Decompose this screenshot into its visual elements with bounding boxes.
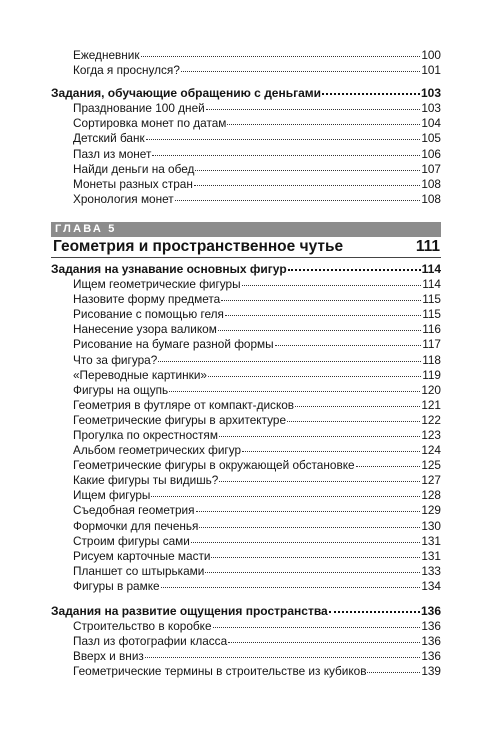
entry-title: Рисование на бумаге разной формы <box>73 337 274 352</box>
dot-leader <box>218 330 421 331</box>
entry-page: 129 <box>421 503 441 518</box>
section-page: 114 <box>421 261 441 276</box>
toc-entry <box>51 649 441 664</box>
entry-title: Съедобная геометрия <box>73 503 195 518</box>
dot-leader <box>356 466 421 467</box>
dot-leader <box>191 542 420 543</box>
dot-leader <box>196 511 421 512</box>
toc-entry <box>51 488 441 503</box>
chapter-page: 111 <box>415 237 440 255</box>
toc-entry <box>51 131 441 146</box>
entry-page: 115 <box>422 292 441 307</box>
toc-entry <box>51 353 441 368</box>
dot-leader <box>146 139 421 140</box>
entry-title: Геометрические фигуры в архитектуре <box>73 412 287 427</box>
dot-leader <box>242 285 422 286</box>
toc-section-space <box>51 604 441 619</box>
dot-leader <box>219 481 420 482</box>
entry-title: Рисование с помощью геля <box>73 307 224 322</box>
entry-title: Пазл из фотографии класса <box>73 634 228 649</box>
entry-page: 106 <box>421 146 441 161</box>
dot-leader <box>158 361 421 362</box>
toc-shapes-list <box>51 277 441 594</box>
toc-entry <box>51 443 441 458</box>
toc-entry <box>51 147 441 162</box>
dot-leader <box>211 557 420 558</box>
toc-space-list <box>51 619 441 679</box>
entry-title: Празднование 100 дней <box>73 101 205 116</box>
dot-leader <box>208 376 421 377</box>
toc-entry <box>51 413 441 428</box>
entry-page: 115 <box>422 307 441 322</box>
toc-entry <box>51 162 441 177</box>
entry-title: Ежедневник <box>73 48 140 62</box>
entry-title: Назовите форму предмета <box>73 292 221 307</box>
chapter-label: ГЛАВА 5 <box>51 222 441 237</box>
toc-entry <box>51 322 441 337</box>
toc-entry <box>51 634 441 649</box>
entry-title: Геометрические фигуры в окружающей обстановке <box>73 458 355 473</box>
dot-leader <box>141 56 421 57</box>
dot-leader <box>242 451 420 452</box>
entry-title: Нанесение узора валиком <box>73 322 217 337</box>
entry-title: Прогулка по окрестностям <box>73 427 218 442</box>
entry-title: Монеты разных стран <box>73 176 193 191</box>
entry-page: 136 <box>421 649 441 664</box>
toc-entry <box>51 503 441 518</box>
entry-page: 118 <box>422 352 441 367</box>
entry-title: Геометрические термины в строительстве из кубиков <box>73 664 367 679</box>
toc-entry <box>51 519 441 534</box>
entry-title: Найди деньги на обед <box>73 161 195 176</box>
entry-title: «Переводные картинки» <box>73 367 207 382</box>
entry-page: 121 <box>421 397 441 412</box>
toc-entry <box>51 664 441 679</box>
entry-title: Планшет со штырьками <box>73 563 205 578</box>
dot-leader <box>205 572 420 573</box>
dot-leader <box>169 391 420 392</box>
entry-page: 136 <box>421 619 441 634</box>
toc-section-shapes <box>51 262 441 277</box>
chapter-heading <box>51 237 441 258</box>
toc-entry <box>51 398 441 413</box>
toc-entry <box>51 277 441 292</box>
toc-entry <box>51 177 441 192</box>
entry-page: 107 <box>421 161 441 176</box>
toc-entry <box>51 63 441 78</box>
toc-entry <box>51 579 441 594</box>
toc-entry <box>51 292 441 307</box>
entry-title: Что за фигура? <box>73 352 158 367</box>
toc-entry <box>51 192 441 207</box>
entry-page: 124 <box>421 443 441 458</box>
section-page: 103 <box>420 86 441 101</box>
entry-page: 127 <box>421 473 441 488</box>
entry-title: Ищем фигуры <box>73 488 151 503</box>
entry-title: Вверх и вниз <box>73 649 144 664</box>
entry-title: Фигуры в рамке <box>73 578 160 593</box>
entry-page: 133 <box>421 563 441 578</box>
dot-leader <box>194 185 420 186</box>
toc-entry <box>51 564 441 579</box>
toc-entry <box>51 458 441 473</box>
toc-entry <box>51 307 441 322</box>
toc-entry <box>51 534 441 549</box>
entry-page: 128 <box>421 488 441 503</box>
dot-leader <box>151 496 420 497</box>
dot-leader <box>287 421 420 422</box>
entry-title: Детский банк <box>73 131 145 146</box>
entry-page: 131 <box>421 548 441 563</box>
entry-title: Ищем геометрические фигуры <box>73 277 241 292</box>
entry-page: 101 <box>421 63 441 78</box>
entry-title: Рисуем карточные масти <box>73 548 211 563</box>
entry-page: 131 <box>421 533 441 548</box>
entry-page: 119 <box>422 367 441 382</box>
toc-top-list <box>51 48 441 78</box>
dot-leader <box>195 170 420 171</box>
entry-page: 114 <box>422 277 441 292</box>
dot-leader <box>152 155 420 156</box>
entry-page: 117 <box>422 337 441 352</box>
entry-page: 100 <box>421 48 441 62</box>
dot-leader <box>199 527 420 528</box>
dot-leader <box>329 611 420 613</box>
section-page: 136 <box>420 604 441 618</box>
toc-entry <box>51 473 441 488</box>
entry-title: Сортировка монет по датам <box>73 116 227 131</box>
entry-page: 130 <box>421 518 441 533</box>
chapter-title: Геометрия и пространственное чутье <box>53 237 344 255</box>
entry-page: 120 <box>421 382 441 397</box>
entry-title: Геометрия в футляре от компакт-дисков <box>73 397 295 412</box>
section-title: Задания на узнавание основных фигур <box>51 261 287 276</box>
toc-entry <box>51 337 441 352</box>
entry-page: 139 <box>421 664 441 679</box>
dot-leader <box>145 657 420 658</box>
entry-page: 108 <box>421 191 441 206</box>
table-of-contents <box>51 48 441 679</box>
toc-money-list <box>51 101 441 207</box>
toc-entry <box>51 549 441 564</box>
entry-title: Когда я проснулся? <box>73 63 180 78</box>
toc-section-money <box>51 86 441 101</box>
entry-page: 122 <box>421 412 441 427</box>
toc-entry <box>51 383 441 398</box>
entry-title: Строим фигуры сами <box>73 533 190 548</box>
entry-title: Какие фигуры ты видишь? <box>73 473 219 488</box>
dot-leader <box>227 124 420 125</box>
dot-leader <box>219 436 420 437</box>
entry-title: Хронология монет <box>73 191 174 206</box>
dot-leader <box>295 406 420 407</box>
dot-leader <box>181 71 420 72</box>
toc-entry <box>51 116 441 131</box>
dot-leader <box>228 642 420 643</box>
entry-page: 105 <box>421 131 441 146</box>
dot-leader <box>322 93 420 95</box>
entry-page: 116 <box>422 322 441 337</box>
dot-leader <box>288 269 421 271</box>
entry-page: 123 <box>421 427 441 442</box>
entry-page: 125 <box>421 458 441 473</box>
entry-title: Строительство в коробке <box>73 619 212 634</box>
dot-leader <box>213 627 421 628</box>
dot-leader <box>275 345 422 346</box>
toc-entry <box>51 619 441 634</box>
toc-entry <box>51 48 441 63</box>
entry-title: Альбом геометрических фигур <box>73 443 242 458</box>
entry-page: 136 <box>421 634 441 649</box>
toc-entry <box>51 428 441 443</box>
dot-leader <box>367 672 420 673</box>
dot-leader <box>225 315 421 316</box>
section-title: Задания на развитие ощущения пространства <box>51 604 328 618</box>
dot-leader <box>221 300 421 301</box>
entry-page: 134 <box>421 578 441 593</box>
toc-entry <box>51 368 441 383</box>
toc-entry <box>51 101 441 116</box>
dot-leader <box>161 587 421 588</box>
entry-page: 103 <box>421 101 441 116</box>
dot-leader <box>206 109 421 110</box>
section-title: Задания, обучающие обращению с деньгами <box>51 86 322 101</box>
entry-page: 108 <box>421 176 441 191</box>
entry-title: Пазл из монет <box>73 146 152 161</box>
entry-page: 104 <box>421 116 441 131</box>
entry-title: Формочки для печенья <box>73 518 199 533</box>
entry-title: Фигуры на ощупь <box>73 382 169 397</box>
dot-leader <box>175 200 421 201</box>
